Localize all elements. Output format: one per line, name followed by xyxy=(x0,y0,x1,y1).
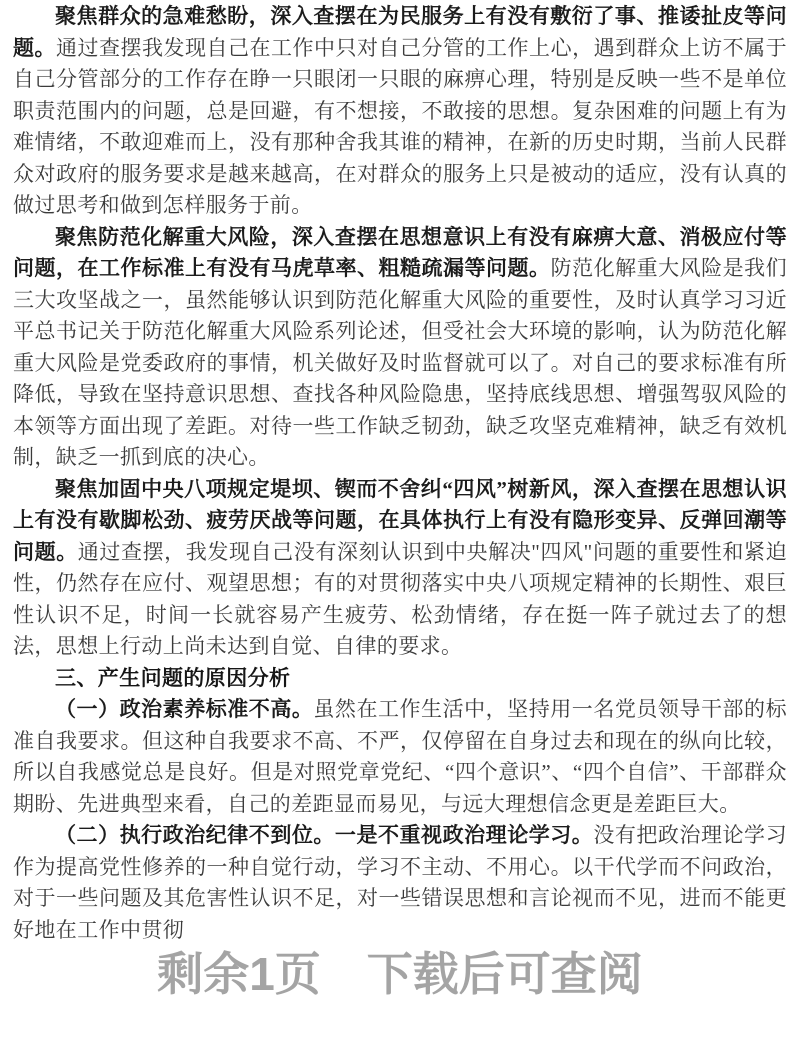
paragraph-political-quality xyxy=(13,694,787,820)
paragraph-eight-provisions xyxy=(13,474,787,663)
paragraph-risk-prevention xyxy=(13,222,787,474)
paragraph-political-discipline xyxy=(13,820,787,946)
section-heading-cause-analysis xyxy=(13,663,787,695)
paragraph-body: 虽然在工作生活中，坚持用一名党员领导干部的标准自我要求。但这种自我要求不高、不严，仅停留在自身过去和现在的纵向比较，所以自我感觉总是良好。但是对照党章党纪、“四个意识”、“四个自信”、干部群众期盼、先进典型来看，自己的差距显而易见，与远大理想信念更是差距巨大。 xyxy=(13,697,787,816)
paragraph-lead: （二）执行政治纪律不到位。一是不重视政治理论学习。 xyxy=(55,823,594,847)
section-heading-label: 三、产生问题的原因分析 xyxy=(55,665,291,690)
remaining-pages-label: 剩余1页 xyxy=(157,948,321,1000)
paragraph-body: 防范化解重大风险是我们三大攻坚战之一，虽然能够认识到防范化解重大风险的重要性，及时认真学习习近平总书记关于防范化解重大风险系列论述，但受社会大环境的影响，认为防范化解重大风险是党委政府的事情，机关做好及时监督就可以了。对自己的要求标准有所降低，导致在坚持意识思想、查找各种风险隐患，坚持底线思想、增强驾驭风险的本领等方面出现了差距。对待一些工作缺乏韧劲，缺乏攻坚克难精神，缺乏有效机制，缺乏一抓到底的决心。 xyxy=(13,256,788,469)
download-hint-label: 下载后可查阅 xyxy=(366,948,643,1000)
paragraph-lead: （一）政治素养标准不高。 xyxy=(55,697,314,721)
paragraph-body: 没有把政治理论学习作为提高党性修养的一种自觉行动，学习不主动、不用心。以干代学而不问政治，对于一些问题及其危害性认识不足，对一些错误思想和言论视而不见，进而不能更好地在工作中贯彻 xyxy=(13,823,787,942)
paragraph-serving-masses xyxy=(13,1,787,222)
paragraph-lead: 聚焦群众的急难愁盼，深入查摆在为民服务上有没有敷衍了事、推诿扯皮等问题。 xyxy=(13,4,787,60)
paragraph-body: 通过查摆我发现自己在工作中只对自己分管的工作上心，遇到群众上访不属于自己分管部分的工作存在睁一只眼闭一只眼的麻痹心理，特别是反映一些不是单位职责范围内的问题，总是回避，有不想接，不敢接的思想。复杂困难的问题上有为难情绪，不敢迎难而上，没有那种舍我其谁的精神，在新的历史时期，当前人民群众对政府的服务要求是越来越高，在对群众的服务上只是被动的适应，没有认真的做过思考和做到怎样服务于前。 xyxy=(13,35,787,217)
paragraph-lead: 聚焦防范化解重大风险，深入查摆在思想意识上有没有麻痹大意、消极应付等问题，在工作标准上有没有马虎草率、粗糙疏漏等问题。 xyxy=(13,224,787,280)
paragraph-lead: 聚焦加固中央八项规定堤坝、锲而不舍纠“四风”树新风，深入查摆在思想认识上有没有歇脚松劲、疲劳厌战等问题，在具体执行上有没有隐形变异、反弹回潮等问题。 xyxy=(13,476,787,564)
paragraph-body: 通过查摆，我发现自己没有深刻认识到中央解决"四风"问题的重要性和紧迫性，仍然存在应付、观望思想；有的对贯彻落实中央八项规定精神的长期性、艰巨性认识不足，时间一长就容易产生疲劳、松劲情绪，存在挺一阵子就过去了的想法，思想上行动上尚未达到自觉、自律的要求。 xyxy=(13,539,787,658)
remaining-pages-notice xyxy=(0,938,800,1004)
